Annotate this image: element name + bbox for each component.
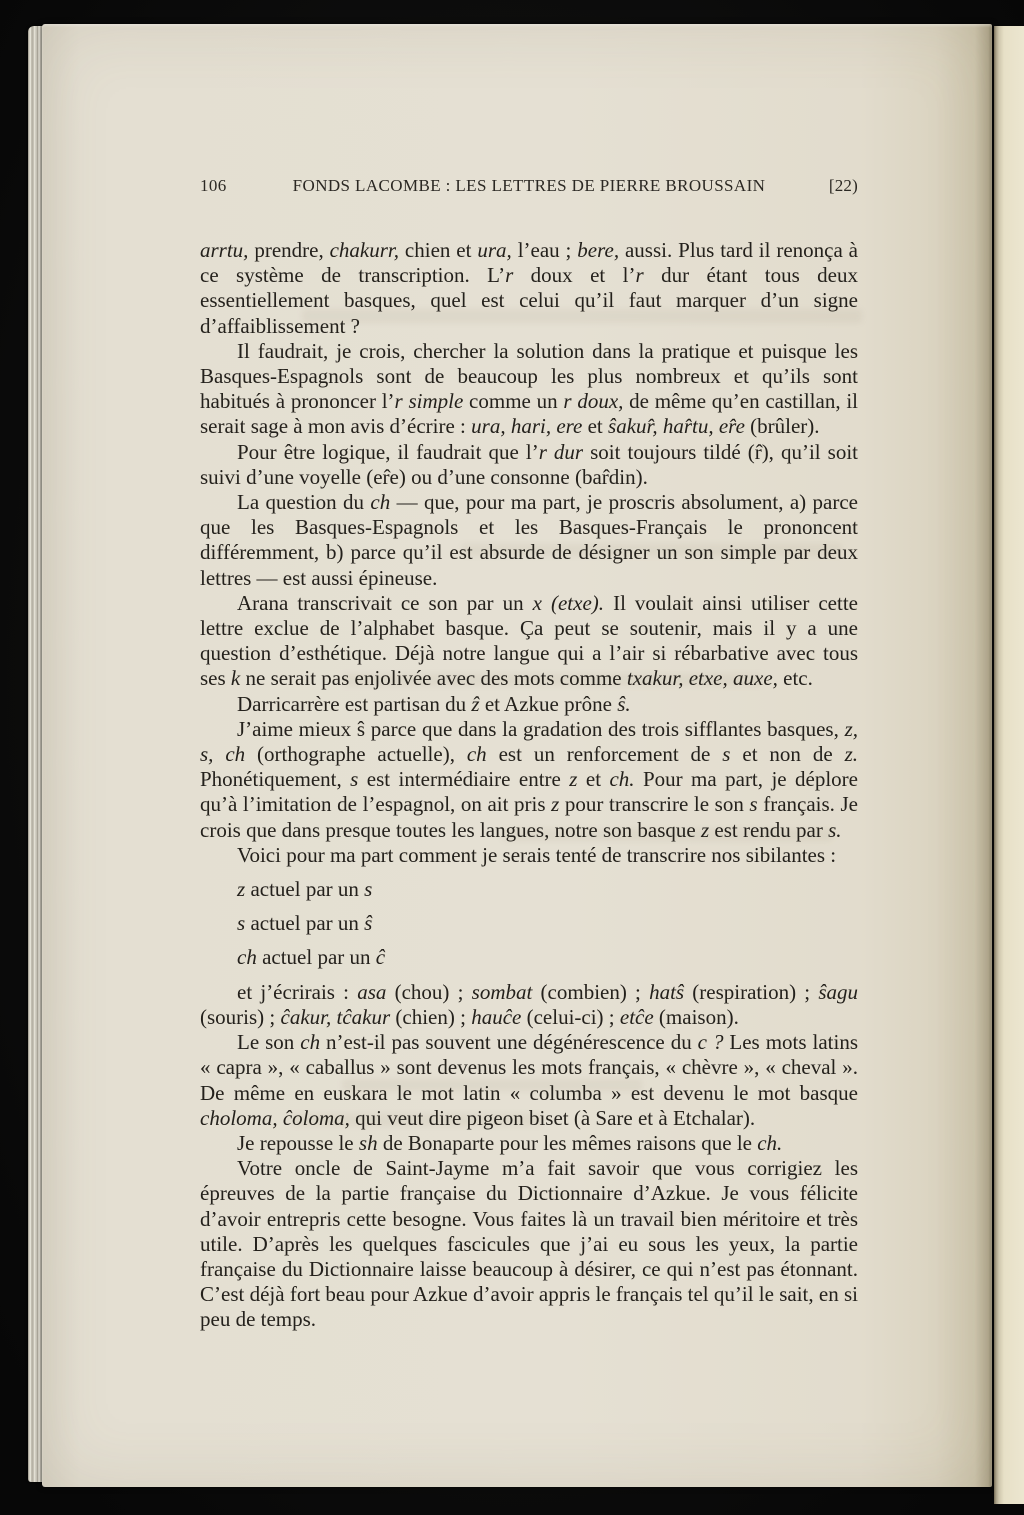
text-block: [200, 176, 858, 1333]
letter-reference: [22): [828, 176, 858, 195]
paragraph: Arana transcrivait ce son par un x (etxe). Il voulait ainsi utiliser cette lettre exclue de l’alphabet basque. Ça peut se soutenir, mais il y a une question d’esthétique. Déjà notre langue qui a l’air si rébarbative avec tous ses k ne serait pas enjolivée avec des mots comme txakur, etxe, auxe, etc.: [200, 590, 858, 691]
next-page-edge: [994, 26, 1024, 1504]
paragraph: Votre oncle de Saint-Jayme m’a fait savoir que vous corrigiez les épreuves de la partie française du Dictionnaire d’Azkue. Je vous félicite d’avoir entrepris cette besogne. Vous faites là un travail bien méritoire et très utile. D’après les quelques fascicules que j’ai eu sous les yeux, la partie française du Dictionnaire laisse beaucoup à désirer, ce qui n’est pas étonnant. C’est déjà fort beau pour Azkue d’avoir appris le français tel qu’il le sait, en si peu de temps.: [200, 1156, 858, 1332]
running-header: [200, 176, 858, 196]
page-stack-edges: [28, 26, 43, 1482]
paragraph: Il faudrait, je crois, chercher la solution dans la pratique et puisque les Basques-Espagnols sont de beaucoup les plus nombreux et qu’ils sont habitués à prononcer l’r simple comme un r doux, de même qu’en castillan, il serait sage à mon avis d’écrire : ura, hari, ere et ŝakur̂, har̂tu, er̂e (brûler).: [200, 338, 859, 439]
page-number: 106: [200, 176, 227, 195]
running-title: FONDS LACOMBE : LES LETTRES DE PIERRE BROUSSAIN: [292, 176, 766, 195]
paragraph: Pour être logique, il faudrait que l’r dur soit toujours tildé (r̂), qu’il soit suivi d’une voyelle (er̂e) ou d’une consonne (bar̂din).: [200, 439, 858, 489]
paragraph: La question du ch — que, pour ma part, je proscris absolument, a) parce que les Basques-Espagnols et les Basques-Français le prononcent différemment, b) parce qu’il est absurde de désigner un son simple par deux lettres — est aussi épineuse.: [200, 490, 859, 590]
paragraph: Je repousse le sh de Bonaparte pour les mêmes raisons que le ch.: [237, 1130, 783, 1155]
paragraph: Voici pour ma part comment je serais tenté de transcrire nos sibilantes :: [237, 842, 837, 867]
book-page: [42, 24, 992, 1487]
paragraph: ch actuel par un ĉ: [237, 945, 386, 970]
paragraph: J’aime mieux ŝ parce que dans la gradation des trois sifflantes basques, z, s, ch (orthographe actuelle), ch est un renforcement de s et non de z. Phonétiquement, s est intermédiaire entre z et ch. Pour ma part, je déplore qu’à l’imitation de l’espagnol, on ait pris z pour transcrire le son s français. Je crois que dans presque toutes les langues, notre son basque z est rendu par s.: [200, 716, 858, 842]
paragraph: arrtu, prendre, chakurr, chien et ura, l’eau ; bere, aussi. Plus tard il renonça à ce système de transcription. L’r doux et l’r dur étant tous deux essentiellement basques, quel est celui qu’il faut marquer d’un signe d’affaiblissement ?: [200, 238, 859, 338]
paragraph: s actuel par un ŝ: [237, 911, 373, 936]
page-body: [200, 238, 858, 1333]
paragraph: Darricarrère est partisan du ẑ et Azkue prône ŝ.: [237, 691, 631, 716]
paragraph: Le son ch n’est-il pas souvent une dégénérescence du c ? Les mots latins « capra », « caballus » sont devenus les mots français, « chèvre », « cheval ». De même en euskara le mot latin « columba » est devenu le mot basque choloma, ĉoloma, qui veut dire pigeon biset (à Sare et à Etchalar).: [200, 1030, 858, 1130]
paragraph: et j’écrirais : asa (chou) ; sombat (combien) ; hatŝ (respiration) ; ŝagu (souris) ; ĉakur, tĉakur (chien) ; hauĉe (celui-ci) ; etĉe (maison).: [200, 979, 859, 1029]
paragraph: z actuel par un s: [237, 877, 373, 902]
